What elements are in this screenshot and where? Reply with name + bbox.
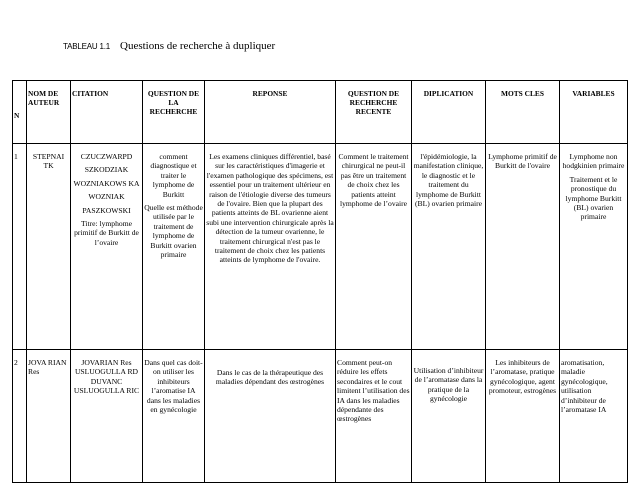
citation-line: WOZNIAK xyxy=(88,192,125,202)
cell-variables xyxy=(560,350,628,483)
header-citation: CITATION xyxy=(71,81,143,144)
cell-nom: JOVA RIAN Res xyxy=(27,350,71,483)
table-number: TABLEAU 1.1 xyxy=(63,42,111,51)
variables-line: aromatisation, maladie gynécologique, utilisation d’inhibiteur de l’aromatase IA xyxy=(561,358,608,415)
question-line: Dans quel cas doit-on utiliser les inhibiteurs l’aromatise IA dans les maladies en gynécologie xyxy=(144,358,203,415)
variables-line: Lymphome non hodgkinien primaire xyxy=(562,152,625,171)
header-duplication: DIPLICATION xyxy=(412,81,486,144)
header-n: N xyxy=(13,81,27,144)
table-row xyxy=(13,144,628,350)
cell-mots-cles: Les inhibiteurs de l’aromatase, pratique gynécologique, agent promoteur, estrogènes xyxy=(486,350,560,483)
question-line: Quelle est méthode utilisée par le traitement de lymphome de Burkitt ovarien primaire xyxy=(144,203,203,260)
variables-line: Traitement et le pronostique du lymphome Burkitt (BL) ovarien primaire xyxy=(565,174,622,222)
header-question: QUESTION DE LA RECHERCHE xyxy=(143,81,205,144)
citation-line: PASZKOWSKI xyxy=(82,205,131,215)
citation-line: WOZNIAKOWS KA xyxy=(73,178,140,188)
research-questions-table xyxy=(12,80,628,483)
header-nom-auteur: NOM DE AUTEUR xyxy=(27,81,71,144)
cell-n: 2 xyxy=(13,350,27,483)
cell-duplication: l'épidémiologie, la manifestation clinique, le diagnostic et le traitement du lymphome de Burkitt (BL) ovarien primaire xyxy=(412,144,486,350)
header-mots-cles: MOTS CLES xyxy=(486,81,560,144)
header-variables: VARIABLES xyxy=(560,81,628,144)
table-caption xyxy=(63,36,275,54)
citation-line: JOVARIAN Res USLUOGULLA RD DUVANC USLUOGULLA RIC xyxy=(73,358,140,396)
header-question-recente: QUESTION DE RECHERCHE RECENTE xyxy=(336,81,412,144)
cell-nom: STEPNAI TK xyxy=(27,144,71,350)
cell-reponse: Les examens cliniques différentiel, basé sur les caractéristiques d'imagerie et l'examen pathologique des spécimens, est essentiel pour un traitement ultérieur en raison de l'étiologie diverse des tumeurs de l'ovaire. Bien que la plupart des patients atteints de BL ovarienne aient subi une intervention chirurgicale après la détection de la tumeur ovarienne, le traitement chirurgical n'est pas le traitement de choix chez les patients atteints de lymphome de l'ovaire. xyxy=(205,144,336,350)
cell-question-recente: Comment peut-on réduire les effets secondaires et le cout limitent l’utilisation des IA dans les maladies dépendante des œstrogènes xyxy=(336,350,412,483)
cell-duplication: Utilisation d’inhibiteur de l’aromatase dans la pratique de la gynécologie xyxy=(412,350,486,483)
cell-question xyxy=(143,144,205,350)
table-header-row xyxy=(13,81,628,144)
table-row xyxy=(13,350,628,483)
cell-citation xyxy=(71,144,143,350)
cell-question-recente: Comment le traitement chirurgical ne peut-il pas être un traitement de choix chez les patients atteint lymphome de l’ovaire xyxy=(336,144,412,350)
header-reponse: REPONSE xyxy=(205,81,336,144)
cell-n: 1 xyxy=(13,144,27,350)
citation-line: CZUCZWARPD xyxy=(80,152,133,161)
cell-mots-cles: Lymphome primitif de Burkitt de l'ovaire xyxy=(486,144,560,350)
question-line: comment diagnostique et traiter le lymphome de Burkitt xyxy=(150,152,197,199)
cell-reponse: Dans le cas de la thérapeutique des maladies dépendant des œstrogènes xyxy=(205,350,336,483)
citation-line: SZKODZIAK xyxy=(84,165,129,175)
citation-line: Titre: lymphome primitif de Burkitt de l’ovaire xyxy=(74,219,139,247)
table-title: Questions de recherche à dupliquer xyxy=(120,40,276,52)
cell-citation xyxy=(71,350,143,483)
cell-variables xyxy=(560,144,628,350)
cell-question xyxy=(143,350,205,483)
